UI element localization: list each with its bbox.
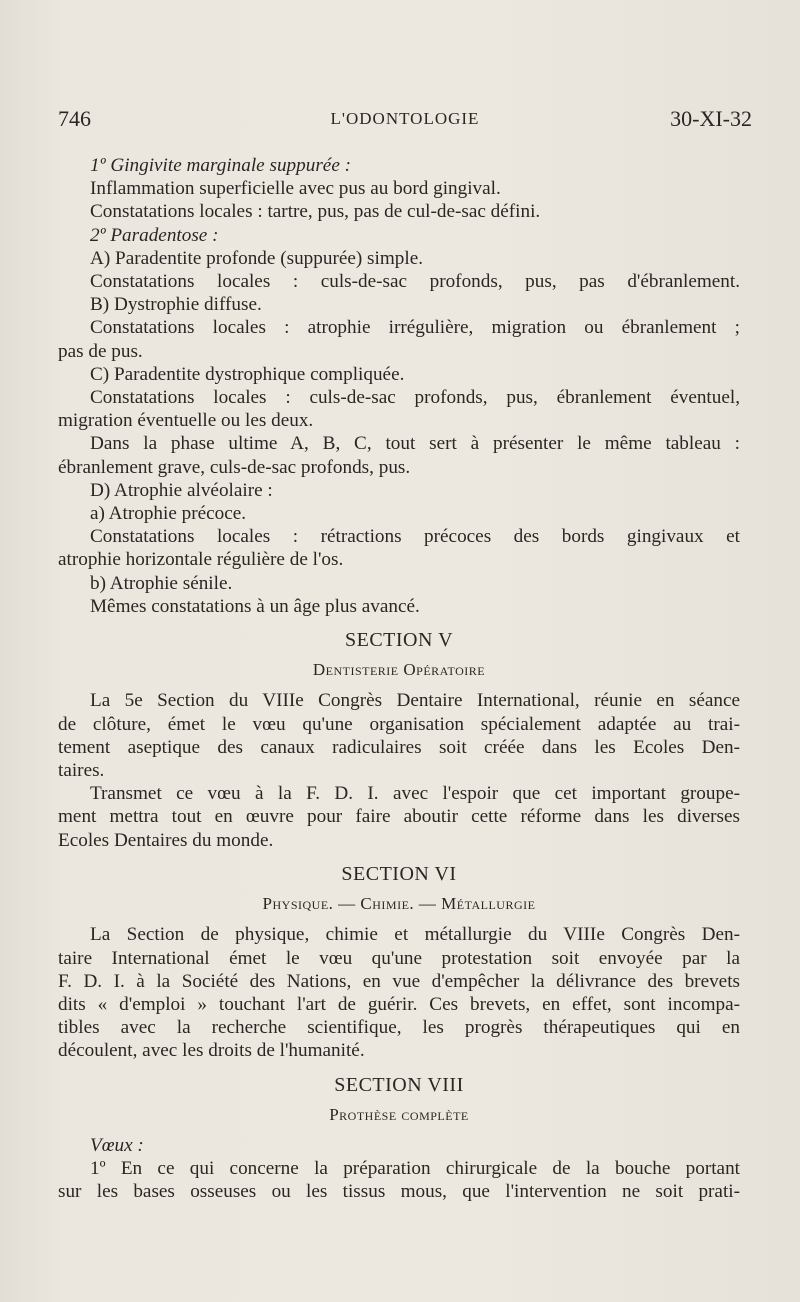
- text-line: tibles avec la recherche scientifique, les progrès thérapeutiques qui en: [58, 1017, 740, 1039]
- text-line: Mêmes constatations à un âge plus avancé.: [90, 595, 420, 617]
- text-line: atrophie horizontale régulière de l'os.: [58, 549, 344, 571]
- text-line: b) Atrophie sénile.: [90, 572, 233, 594]
- text-line: a) Atrophie précoce.: [90, 503, 247, 525]
- text-line: Constatations locales : rétractions précoces des bords gingivaux et: [90, 526, 740, 548]
- voeux-heading: Vœux :: [90, 1134, 144, 1156]
- text-line: D) Atrophie alvéolaire :: [90, 479, 273, 501]
- text-line: Constatations locales : atrophie irrégulière, migration ou ébranlement ;: [90, 317, 740, 339]
- text-line: F. D. I. à la Société des Nations, en vue d'empêcher la délivrance des brevets: [58, 970, 740, 992]
- page-body: [58, 154, 740, 1204]
- text-line: Inflammation superficielle avec pus au bord gingival.: [90, 178, 501, 200]
- text-line: migration éventuelle ou les deux.: [58, 410, 314, 432]
- text-line: Dans la phase ultime A, B, C, tout sert à présenter le même tableau :: [90, 433, 740, 455]
- section-viii-title: SECTION VIII: [334, 1073, 464, 1096]
- section-viii-subtitle: Prothèse complète: [329, 1104, 469, 1124]
- text-line: Transmet ce vœu à la F. D. I. avec l'espoir que cet important groupe-: [90, 783, 740, 805]
- text-line: Constatations locales : tartre, pus, pas de cul-de-sac défini.: [90, 201, 541, 223]
- text-line: Constatations locales : culs-de-sac profonds, pus, pas d'ébranlement.: [90, 271, 740, 293]
- section-vi-subtitle: Physique. — Chimie. — Métallurgie: [262, 894, 536, 914]
- text-line: découlent, avec les droits de l'humanité.: [58, 1040, 365, 1062]
- text-line: La Section de physique, chimie et métallurgie du VIIIe Congrès Den-: [90, 924, 740, 946]
- text-line: A) Paradentite profonde (suppurée) simple.: [90, 247, 424, 269]
- text-line: de clôture, émet le vœu qu'une organisation spécialement adaptée au trai-: [58, 713, 740, 735]
- text-line: C) Paradentite dystrophique compliquée.: [90, 363, 405, 385]
- text-line: B) Dystrophie diffuse.: [90, 294, 262, 316]
- text-line: dits « d'emploi » touchant l'art de guérir. Ces brevets, en effet, sont incompa-: [58, 993, 740, 1015]
- issue-date: 30-XI-32: [670, 106, 752, 131]
- text-line: ment mettra tout en œuvre pour faire aboutir cette réforme dans les diverses: [58, 806, 740, 828]
- text-line: sur les bases osseuses ou les tissus mous, que l'intervention ne soit prati-: [58, 1181, 740, 1203]
- heading-gingivite: 1º Gingivite marginale suppurée :: [90, 155, 352, 176]
- page-header: [58, 106, 752, 136]
- text-line: taires.: [58, 760, 105, 782]
- text-line: pas de pus.: [58, 340, 143, 362]
- text-line: La 5e Section du VIIIe Congrès Dentaire International, réunie en séance: [90, 690, 740, 712]
- section-v-subtitle: Dentisterie Opératoire: [312, 660, 486, 680]
- running-title: L'ODONTOLOGIE: [330, 109, 480, 128]
- section-vi-title: SECTION VI: [341, 862, 457, 885]
- text-line: Constatations locales : culs-de-sac profonds, pus, ébranlement éventuel,: [90, 387, 740, 409]
- text-line: taire International émet le vœu qu'une protestation soit envoyée par la: [58, 947, 740, 969]
- text-line: Ecoles Dentaires du monde.: [58, 829, 274, 851]
- section-v-title: SECTION V: [344, 629, 454, 652]
- heading-paradentose: 2º Paradentose :: [90, 224, 219, 246]
- text-line: ébranlement grave, culs-de-sac profonds, pus.: [58, 456, 411, 478]
- page-number: 746: [58, 106, 91, 131]
- text-line: 1º En ce qui concerne la préparation chirurgicale de la bouche portant: [90, 1158, 740, 1180]
- text-line: tement aseptique des canaux radiculaires soit créée dans les Ecoles Den-: [58, 736, 740, 758]
